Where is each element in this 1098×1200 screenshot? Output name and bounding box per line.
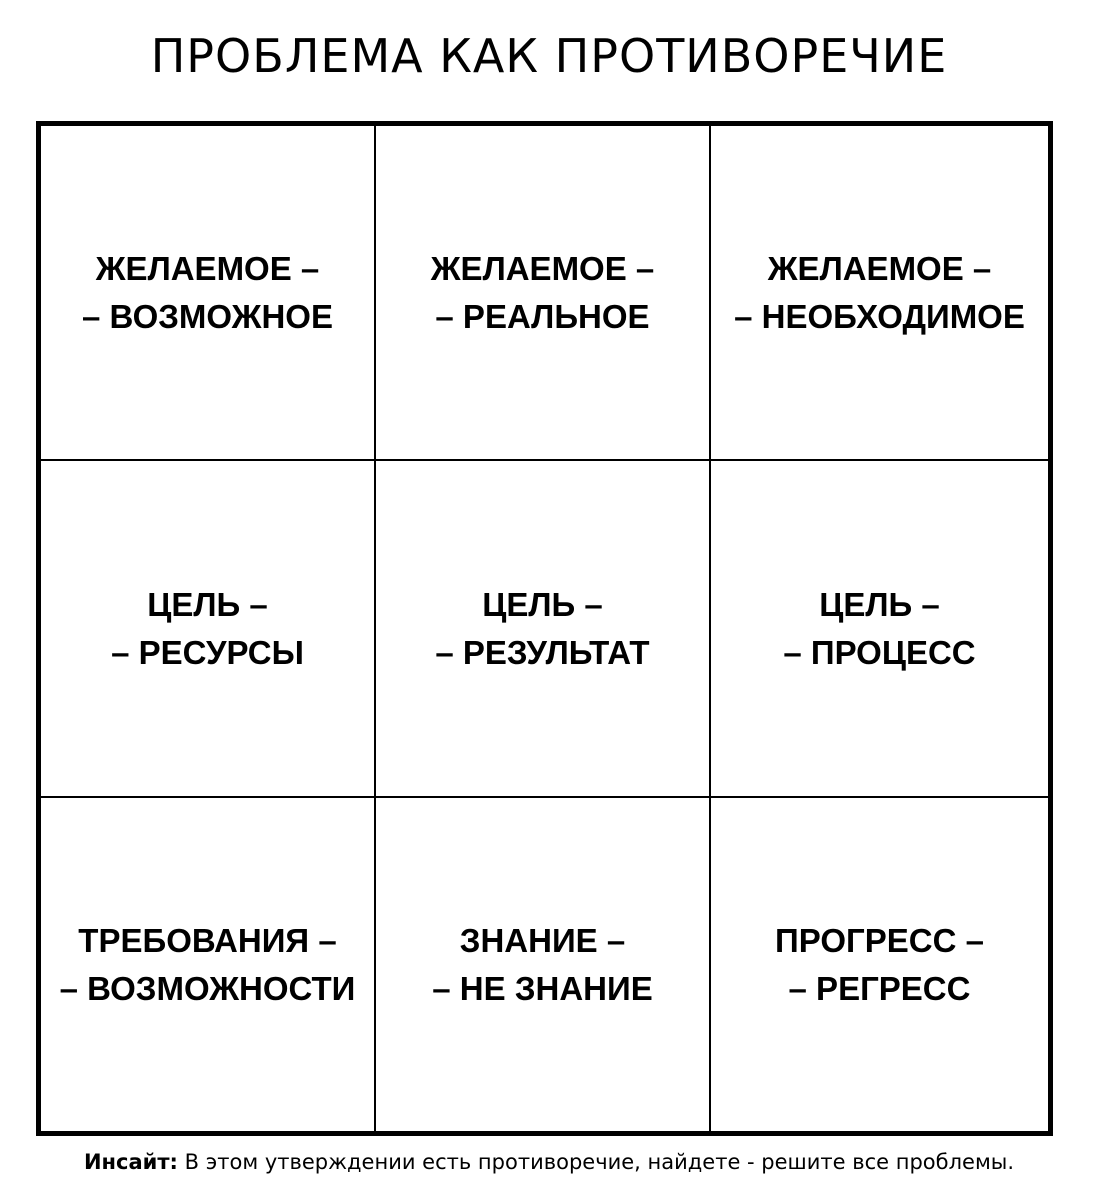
cell-line-2: – НЕ ЗНАНИЕ [432, 969, 653, 1007]
cell-line-2: – ПРОЦЕСС [783, 633, 976, 671]
cell-line-2: – РЕЗУЛЬТАТ [435, 633, 650, 671]
cell-line-1: ЖЕЛАЕМОЕ – [430, 249, 655, 287]
grid-cell-goal-process [711, 461, 1048, 798]
cell-line-1: ЦЕЛЬ – [147, 585, 268, 623]
cell-line-2: – ВОЗМОЖНОЕ [82, 297, 333, 335]
grid-cell-knowledge-ignorance [376, 798, 711, 1131]
cell-line-1: ЖЕЛАЕМОЕ – [95, 249, 320, 287]
grid-cell-requirements-capabilities [41, 798, 376, 1131]
grid-cell-desired-possible [41, 126, 376, 461]
cell-line-1: ЦЕЛЬ – [819, 585, 940, 623]
grid-cell-desired-real [376, 126, 711, 461]
cell-line-2: – РЕГРЕСС [788, 969, 971, 1007]
grid-cell-progress-regress [711, 798, 1048, 1131]
insight-footer [0, 1144, 1098, 1180]
cell-line-1: ПРОГРЕСС – [775, 921, 984, 959]
page-title: ПРОБЛЕМА КАК ПРОТИВОРЕЧИЕ [150, 29, 948, 83]
cell-line-2: – НЕОБХОДИМОЕ [734, 297, 1025, 335]
cell-line-2: – РЕСУРСЫ [111, 633, 304, 671]
insight-text: В этом утверждении есть противоречие, найдете - решите все проблемы. [177, 1150, 1015, 1174]
grid-cell-desired-necessary [711, 126, 1048, 461]
grid-cell-goal-resources [41, 461, 376, 798]
grid-cell-goal-result [376, 461, 711, 798]
cell-line-1: ЗНАНИЕ – [459, 921, 626, 959]
cell-line-2: – РЕАЛЬНОЕ [435, 297, 650, 335]
cell-line-1: ЖЕЛАЕМОЕ – [767, 249, 992, 287]
contradiction-grid [36, 121, 1053, 1136]
cell-line-1: ТРЕБОВАНИЯ – [78, 921, 337, 959]
cell-line-2: – ВОЗМОЖНОСТИ [59, 969, 356, 1007]
insight-label: Инсайт: [83, 1150, 178, 1174]
cell-line-1: ЦЕЛЬ – [482, 585, 603, 623]
